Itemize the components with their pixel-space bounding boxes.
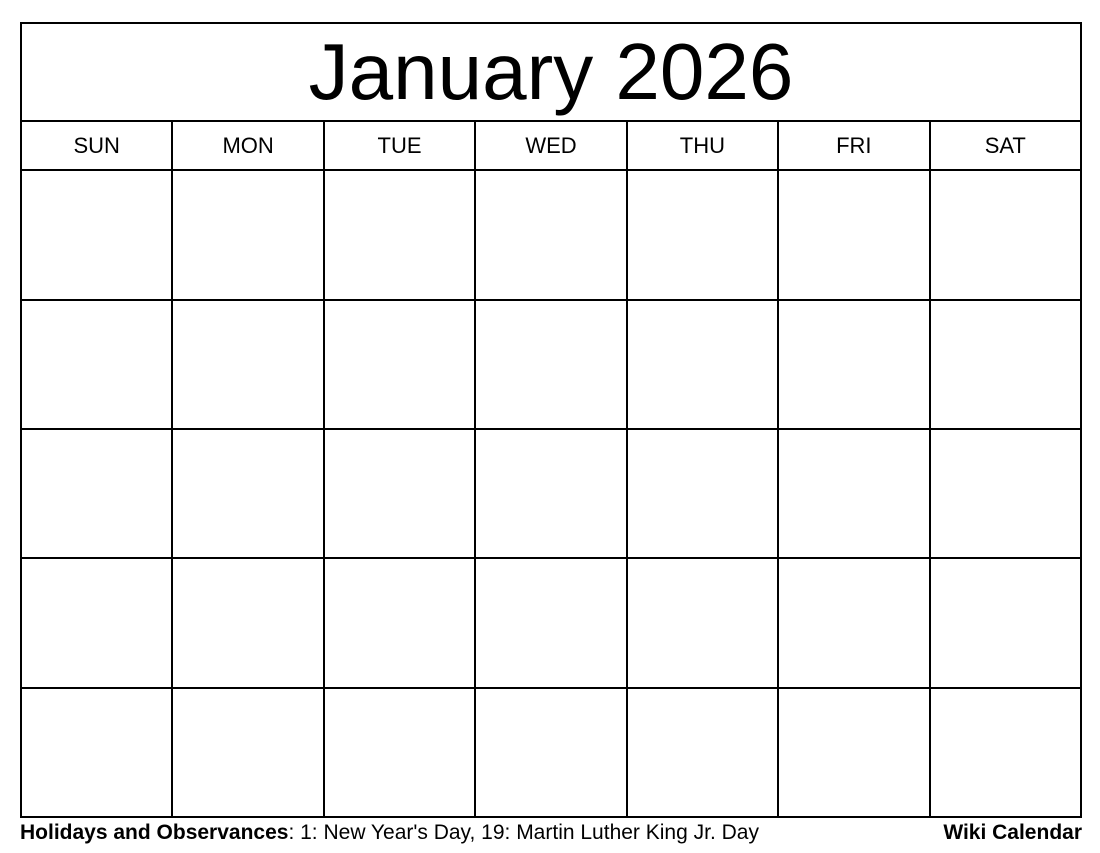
calendar-cell: [172, 688, 323, 817]
calendar-cell: [324, 688, 475, 817]
calendar-cell: [627, 558, 778, 687]
day-header-row: [21, 121, 1081, 170]
holidays-note-label: Holidays and Observances: [20, 821, 289, 844]
calendar-cell: [627, 300, 778, 429]
calendar-cell: [21, 558, 172, 687]
calendar-cell: [627, 429, 778, 558]
day-header-sun: SUN: [21, 121, 172, 170]
week-row-2: [21, 300, 1081, 429]
week-row-3: [21, 429, 1081, 558]
footer: [20, 820, 1082, 845]
calendar-cell: [21, 170, 172, 299]
calendar-cell: [172, 558, 323, 687]
day-header-thu: THU: [627, 121, 778, 170]
calendar-cell: [324, 300, 475, 429]
calendar-cell: [475, 429, 626, 558]
calendar-cell: [778, 300, 929, 429]
calendar-title: January 2026: [21, 23, 1081, 121]
calendar-cell: [475, 170, 626, 299]
calendar-grid: [20, 22, 1082, 818]
day-header-wed: WED: [475, 121, 626, 170]
calendar-cell: [172, 429, 323, 558]
calendar-cell: [324, 429, 475, 558]
week-row-5: [21, 688, 1081, 817]
calendar-cell: [627, 688, 778, 817]
holidays-note: [20, 820, 759, 845]
calendar-cell: [778, 558, 929, 687]
calendar-cell: [930, 688, 1081, 817]
calendar-cell: [324, 558, 475, 687]
calendar-cell: [172, 170, 323, 299]
calendar-cell: [627, 170, 778, 299]
holidays-note-text: : 1: New Year's Day, 19: Martin Luther King Jr. Day: [288, 821, 759, 844]
calendar-cell: [324, 170, 475, 299]
calendar-cell: [930, 429, 1081, 558]
calendar-cell: [778, 688, 929, 817]
week-row-1: [21, 170, 1081, 299]
calendar-cell: [930, 558, 1081, 687]
calendar-cell: [475, 300, 626, 429]
brand-label: Wiki Calendar: [943, 821, 1082, 844]
calendar-title-row: [21, 23, 1081, 121]
calendar-cell: [778, 429, 929, 558]
calendar-cell: [930, 170, 1081, 299]
calendar-cell: [475, 688, 626, 817]
day-header-fri: FRI: [778, 121, 929, 170]
calendar-cell: [475, 558, 626, 687]
calendar-cell: [21, 429, 172, 558]
day-header-sat: SAT: [930, 121, 1081, 170]
day-header-tue: TUE: [324, 121, 475, 170]
calendar-cell: [930, 300, 1081, 429]
day-header-mon: MON: [172, 121, 323, 170]
week-row-4: [21, 558, 1081, 687]
calendar-cell: [172, 300, 323, 429]
calendar-cell: [21, 300, 172, 429]
calendar-cell: [21, 688, 172, 817]
calendar-cell: [778, 170, 929, 299]
